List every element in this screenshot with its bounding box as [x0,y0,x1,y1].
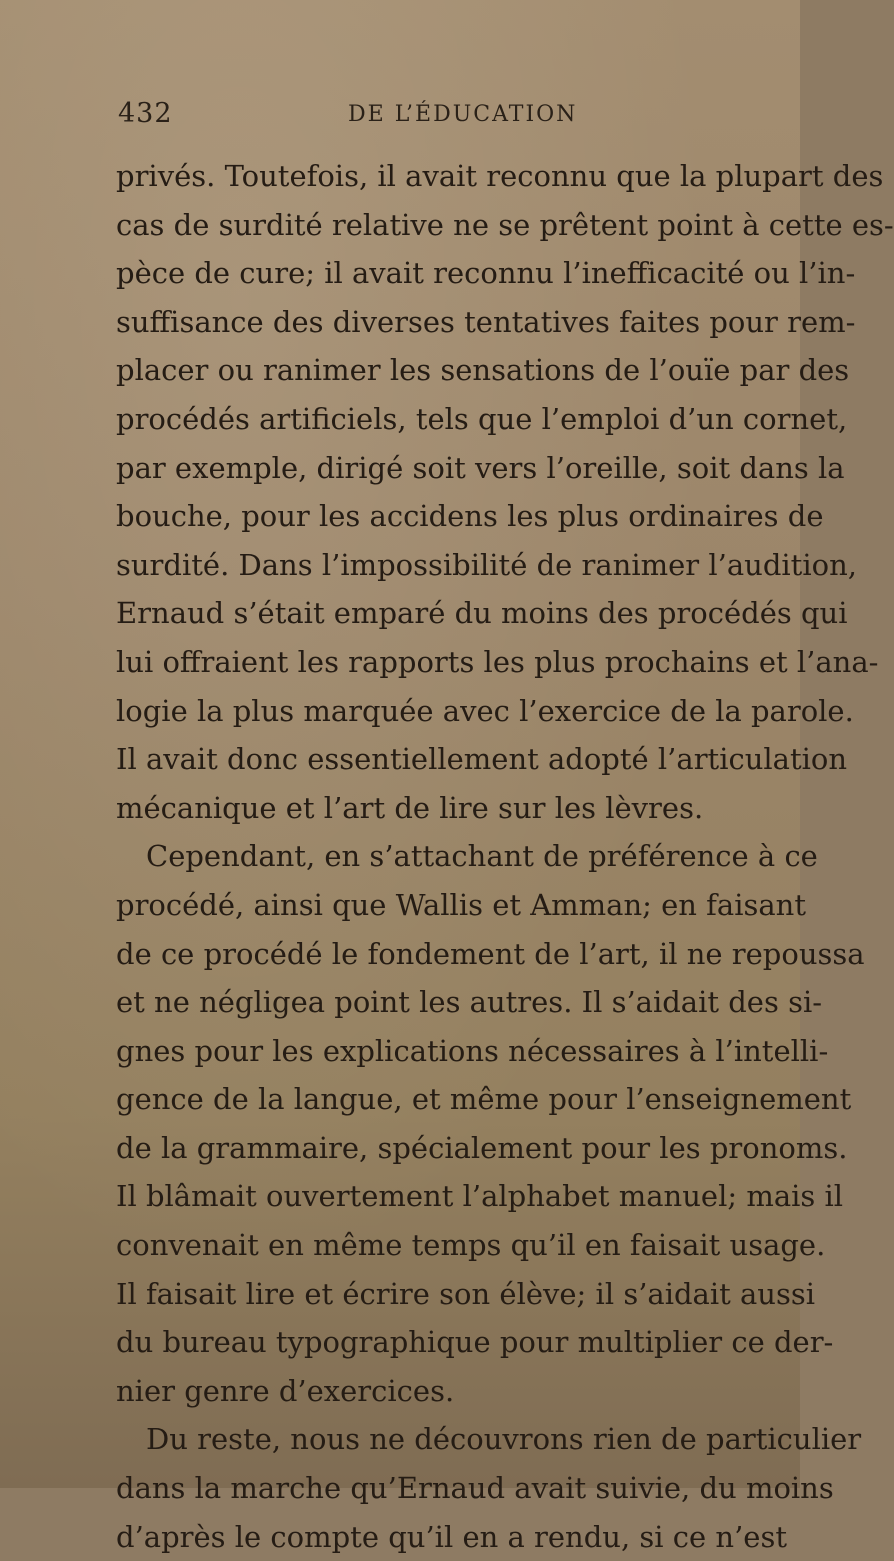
text-line: Il blâmait ouvertement l’alphabet manuel; mais il [116,1179,844,1214]
text-line: du bureau typographique pour multiplier ce der- [116,1325,834,1360]
text-line: procédé, ainsi que Wallis et Amman; en faisant [116,887,806,922]
text-line: nier genre d’exercices. [116,1373,455,1408]
text-line: Cependant, en s’attachant de préférence à ce [146,839,818,874]
text-line: bouche, pour les accidens les plus ordinaires de [116,499,824,534]
text-line: logie la plus marquée avec l’exercice de la parole. [116,693,854,728]
text-line: dans la marche qu’Ernaud avait suivie, du moins [116,1471,834,1506]
text-line: Il avait donc essentiellement adopté l’articulation [116,742,848,777]
text-line: surdité. Dans l’impossibilité de ranimer l’audition, [116,547,857,582]
text-line: placer ou ranimer les sensations de l’ouïe par des [116,353,850,388]
text-line: Du reste, nous ne découvrons rien de particulier [146,1422,862,1457]
text-line: privés. Toutefois, il avait reconnu que la plupart des [116,159,884,193]
text-line: d’après le compte qu’il en a rendu, si ce n’est [116,1519,787,1554]
text-line: mécanique et l’art de lire sur les lèvres. [116,790,704,825]
page-header [118,98,738,138]
text-line: de ce procédé le fondement de l’art, il ne repoussa [116,936,865,971]
text-line: pèce de cure; il avait reconnu l’inefficacité ou l’in- [116,256,856,291]
text-line: cas de surdité relative ne se prêtent point à cette es- [116,207,894,242]
text-line: convenait en même temps qu’il en faisait usage. [116,1228,826,1263]
text-line: procédés artificiels, tels que l’emploi d’un cornet, [116,401,848,436]
text-line: suffisance des diverses tentatives faites pour rem- [116,304,856,339]
text-line: gnes pour les explications nécessaires à l’intelli- [116,1033,829,1068]
running-head: DE L’ÉDUCATION [348,102,578,127]
page-number: 432 [118,98,173,129]
text-line: et ne négligea point les autres. Il s’aidait des si- [116,985,823,1020]
text-line: de la grammaire, spécialement pour les pronoms. [116,1130,848,1165]
text-line: par exemple, dirigé soit vers l’oreille, soit dans la [116,450,845,485]
text-line: lui offraient les rapports les plus prochains et l’ana- [116,644,879,679]
body-text [116,152,894,1561]
text-line: gence de la langue, et même pour l’enseignement [116,1082,852,1117]
text-line: Il faisait lire et écrire son élève; il s’aidait aussi [116,1276,815,1311]
text-line: Ernaud s’était emparé du moins des procédés qui [116,596,848,631]
